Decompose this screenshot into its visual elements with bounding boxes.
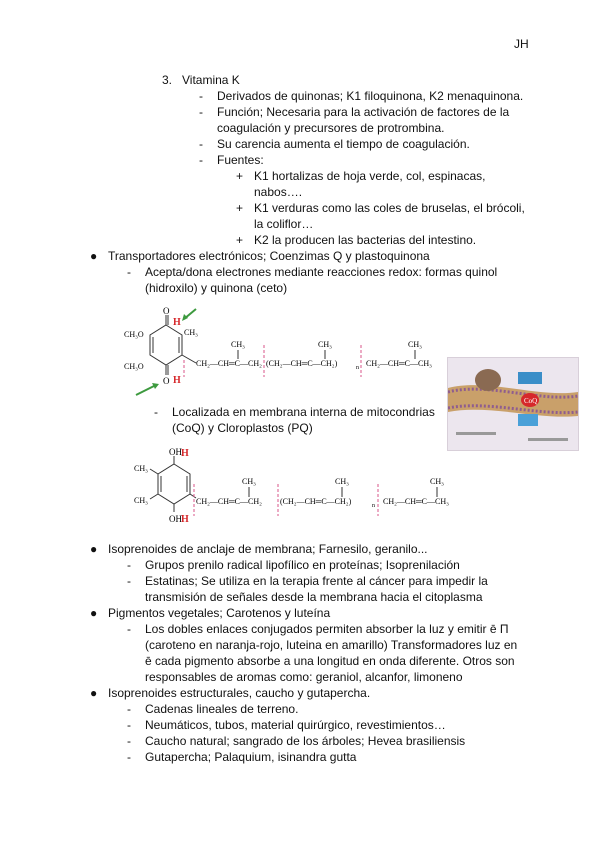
dash-bullet: - [127, 734, 131, 748]
vitk-carencia: Su carencia aumenta el tiempo de coagulación. [217, 137, 470, 151]
anchor-estatinas: Estatinas; Se utiliza en la terapia frente al cáncer para impedir la [145, 574, 488, 588]
dash-bullet: - [199, 89, 203, 103]
dash-bullet: - [127, 558, 131, 572]
carbonyl-o-top: O [163, 306, 170, 316]
fuente-k1-hortalizas-cont: nabos…. [254, 185, 303, 199]
methyl-ring-top: CH₃ [134, 464, 148, 473]
dash-bullet: - [127, 574, 131, 588]
dash-bullet: - [127, 750, 131, 764]
transport-localizada: Localizada en membrana interna de mitocondrias [172, 405, 435, 419]
repeat-n: n [356, 365, 359, 371]
hydrogen-top: H [181, 448, 189, 459]
vitk-derivados: Derivados de quinonas; K1 filoquinona, K2 menaquinona. [217, 89, 524, 103]
round-bullet: ● [90, 606, 98, 620]
methyl-chain-2: CH₃ [318, 340, 332, 349]
chain-unit-repeat: (CH₂—CH═C—CH₂) [266, 359, 338, 368]
chain-unit-repeat: (CH₂—CH═C—CH₂) [280, 497, 352, 506]
coq-image-label: CoQ [524, 397, 538, 405]
vitk-fuentes: Fuentes: [217, 153, 264, 167]
hydrogen-bottom: H [181, 514, 189, 525]
anchor-estatinas-cont: transmisión de señales desde la membrana hacia el citoplasma [145, 590, 483, 604]
vitk-funcion-cont: coagulación y precursores de protrombina. [217, 121, 445, 135]
dash-bullet: - [127, 718, 131, 732]
membrane-illustration [448, 358, 578, 450]
structural-heading: Isoprenoides estructurales, caucho y gutapercha. [108, 686, 371, 700]
vitk-funcion: Función; Necesaria para la activación de factores de la [217, 105, 510, 119]
fuente-k2-bacterias: K2 la producen las bacterias del intestino. [254, 233, 477, 247]
methoxy-bottom: CH₃O [124, 362, 144, 371]
pigments-dobles-enlaces: Los dobles enlaces conjugados permiten absorber la luz y emitir ē Π [145, 622, 509, 636]
methyl-ring-bottom: CH₃ [134, 496, 148, 505]
repeat-n: n [372, 503, 375, 509]
pigments-heading: Pigmentos vegetales; Carotenos y luteína [108, 606, 331, 620]
hydroxyl-bottom: OH [169, 514, 182, 524]
dash-bullet: - [199, 137, 203, 151]
chain-unit-end: CH₂—CH═C—CH₃ [383, 497, 449, 506]
dash-bullet: - [154, 405, 158, 419]
structural-gutapercha: Gutapercha; Palaquium, isinandra gutta [145, 750, 357, 764]
hydrogen-top: H [173, 317, 181, 328]
plus-bullet: + [236, 233, 244, 247]
methoxy-top: CH₃O [124, 330, 144, 339]
pigments-longitud: ē cada pigmento absorbe a una longitud en onda diferente. Otros son [145, 654, 515, 668]
transport-heading: Transportadores electrónicos; Coenzimas Q y plastoquinona [108, 249, 430, 263]
pigments-aromas: responsables de aromas como: geraniol, alcanfor, limoneno [145, 670, 463, 684]
round-bullet: ● [90, 542, 98, 556]
coenzyme-q-structure [118, 305, 446, 400]
chain-unit-1: CH₂—CH═C—CH₂ [196, 359, 262, 368]
methyl-chain-end: CH₃ [408, 340, 422, 349]
plus-bullet: + [236, 201, 244, 215]
plus-bullet: + [236, 169, 244, 183]
fuente-k1-verduras: K1 verduras como las coles de bruselas, el brócoli, [254, 201, 525, 215]
plastoquinol-structure [130, 444, 470, 534]
methyl-chain-1: CH₃ [242, 477, 256, 486]
fuente-k1-verduras-cont: la coliflor… [254, 217, 314, 231]
transport-localizada-cont: (CoQ) y Cloroplastos (PQ) [172, 421, 313, 435]
transport-redox: Acepta/dona electrones mediante reacciones redox: formas quinol [145, 265, 498, 279]
mitochondrial-membrane-image [447, 357, 579, 451]
methyl-chain-1: CH₃ [231, 340, 245, 349]
dash-bullet: - [127, 702, 131, 716]
structural-cadenas: Cadenas lineales de terreno. [145, 702, 299, 716]
transport-redox-cont: (hidroxilo) y quinona (ceto) [145, 281, 288, 295]
chain-unit-end: CH₂—CH═C—CH₃ [366, 359, 432, 368]
hydrogen-bottom: H [173, 375, 181, 386]
list-number: 3. [162, 73, 173, 87]
dash-bullet: - [127, 265, 131, 279]
dash-bullet: - [199, 105, 203, 119]
chain-unit-1: CH₂—CH═C—CH₂ [196, 497, 262, 506]
fuente-k1-hortalizas: K1 hortalizas de hoja verde, col, espinacas, [254, 169, 486, 183]
methyl-ring: CH₃ [184, 328, 198, 337]
round-bullet: ● [90, 249, 98, 263]
methyl-chain-end: CH₃ [430, 477, 444, 486]
anchor-heading: Isoprenoides de anclaje de membrana; Farnesilo, geranilo... [108, 542, 428, 556]
dash-bullet: - [127, 622, 131, 636]
structural-neumaticos: Neumáticos, tubos, material quirúrgico, revestimientos… [145, 718, 446, 732]
dash-bullet: - [199, 153, 203, 167]
pigments-caroteno: (caroteno en naranja-rojo, luteina en amarillo) Transformadores luz en [145, 638, 518, 652]
hydroxyl-top: OH [169, 447, 182, 457]
methyl-chain-2: CH₃ [335, 477, 349, 486]
anchor-prenilo: Grupos prenilo radical lipofílico en proteínas; Isoprenilación [145, 558, 460, 572]
structural-caucho: Caucho natural; sangrado de los árboles; Hevea brasiliensis [145, 734, 466, 748]
round-bullet: ● [90, 686, 98, 700]
carbonyl-o-bottom: O [163, 376, 170, 386]
vitamin-k-heading: Vitamina K [182, 73, 240, 87]
header-initials: JH [514, 37, 529, 51]
